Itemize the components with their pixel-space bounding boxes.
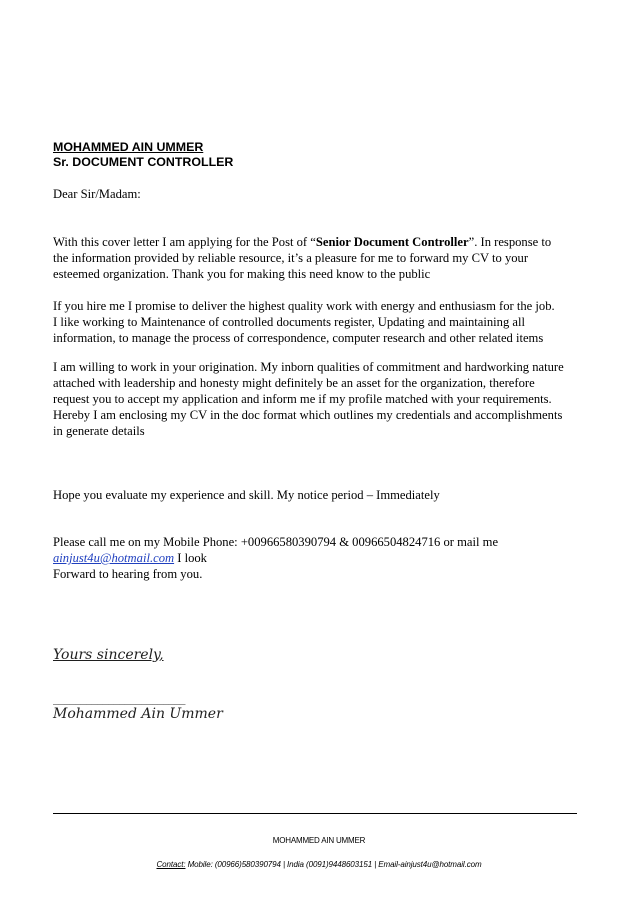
paragraph-line <box>53 234 583 250</box>
footer-name: MOHAMMED AIN UMMER <box>272 836 366 845</box>
paragraph-qualities <box>53 359 583 439</box>
paragraph-line: in generate details <box>53 424 145 438</box>
paragraph-line: esteemed organization. Thank you for making this need know to the public <box>53 267 431 281</box>
paragraph-line: If you hire me I promise to deliver the highest quality work with energy and enthusiasm for the job. <box>53 299 555 313</box>
paragraph-line: Please call me on my Mobile Phone: +00966580390794 & 00966504824716 or mail me <box>53 535 499 549</box>
paragraph-line: attached with leadership and honesty might definitely be an asset for the organization, therefore <box>53 376 535 390</box>
signature-line: ________________________ <box>53 691 185 705</box>
paragraph-notice-period <box>53 487 583 503</box>
applicant-title: Sr. DOCUMENT CONTROLLER <box>53 155 234 169</box>
paragraph-line <box>53 550 583 566</box>
signature-name: Mohammed Ain Ummer <box>53 706 223 722</box>
footer-contact-text: Mobile: (00966)580390794 | India (0091)9448603151 | Email-ainjust4u@hotmail.com <box>185 860 482 869</box>
text-span: ”. In response to <box>468 235 552 249</box>
paragraph-line: information, to manage the process of correspondence, computer research and other related items <box>53 331 544 345</box>
closing-phrase: Yours sincerely, <box>53 647 164 663</box>
email-link[interactable]: ainjust4u@hotmail.com <box>53 551 175 565</box>
paragraph-line: Hereby I am enclosing my CV in the doc format which outlines my credentials and accomplishments <box>53 408 563 422</box>
applicant-name: MOHAMMED AIN UMMER <box>53 140 204 154</box>
text-span: With this cover letter I am applying for the Post of “ <box>53 235 316 249</box>
paragraph-line: the information provided by reliable resource, it’s a pleasure for me to forward my CV to your <box>53 251 529 265</box>
paragraph-line: request you to accept my application and inform me if my profile matched with your requirements. <box>53 392 552 406</box>
salutation: Dear Sir/Madam: <box>53 187 141 201</box>
paragraph-intro <box>53 234 583 282</box>
footer-contact-label: Contact: <box>156 860 186 869</box>
footer-contact <box>0 860 638 870</box>
position-name: Senior Document Controller <box>315 235 469 249</box>
paragraph-promise <box>53 298 583 346</box>
paragraph-line: Forward to hearing from you. <box>53 567 203 581</box>
paragraph-contact <box>53 534 583 582</box>
text-span: I look <box>174 551 207 565</box>
paragraph-line: I like working to Maintenance of controlled documents register, Updating and maintaining all <box>53 315 525 329</box>
paragraph-line: Hope you evaluate my experience and skill. My notice period – Immediately <box>53 488 440 502</box>
paragraph-line: I am willing to work in your origination. My inborn qualities of commitment and hardworking nature <box>53 360 564 374</box>
footer-divider <box>53 813 577 814</box>
